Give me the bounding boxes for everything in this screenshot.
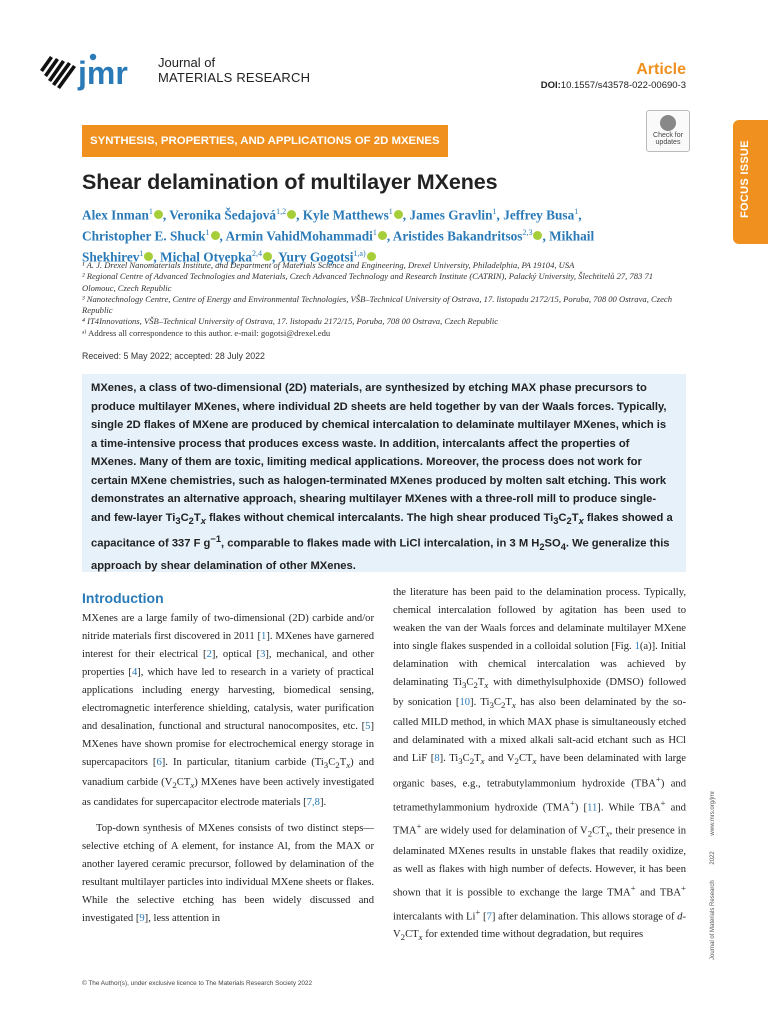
author-affil-sup: 1 (148, 207, 153, 216)
orcid-icon[interactable] (378, 231, 387, 240)
orcid-icon[interactable] (211, 231, 220, 240)
author-name[interactable]: Jeffrey Busa (503, 207, 575, 223)
author-name[interactable]: Veronika Šedajová (169, 207, 277, 223)
doi-value[interactable]: 10.1557/s43578-022-00690-3 (560, 80, 686, 91)
side-url[interactable]: www.mrs.org/jmr (710, 790, 716, 836)
received-dates: Received: 5 May 2022; accepted: 28 July 2022 (82, 351, 265, 361)
body-paragraph: Top-down synthesis of MXenes consists of two distinct steps—selective etching of A element, for instance Al, from the MAX or another layered ceramic precursor, followed by delamination of the resultant multilayer particles into individual MXene sheets or flakes. While the selective etching has been widely discussed and investigated [9], less attention in (82, 823, 374, 925)
doi-label: DOI: (540, 80, 561, 91)
body-column-left (82, 610, 374, 928)
author-affil-sup: 2,3 (522, 227, 533, 237)
author-affil-sup: 1 (139, 248, 144, 258)
author-affil-sup: 1,2 (276, 207, 287, 216)
journal-name-line2: MATERIALS RESEARCH (158, 70, 311, 85)
side-year: 2022 (710, 851, 716, 865)
orcid-icon[interactable] (533, 231, 542, 240)
affiliation-line: ² Regional Centre of Advanced Technologies and Materials, Czech Advanced Technology and Research Institute (CATRIN), Palacký University, Šlechtitelů 27, 783 71 Olomouc, Czech Republic (82, 271, 654, 293)
author-name[interactable]: Aristides Bakandritsos (392, 228, 523, 244)
author-name[interactable]: Kyle Matthews (302, 207, 389, 223)
body-column-right (393, 584, 686, 946)
citation-link[interactable]: 7 (486, 911, 492, 923)
check-for-updates-button[interactable] (646, 110, 690, 152)
jmr-logo (38, 48, 158, 98)
author-name[interactable]: James Gravlin (409, 207, 493, 223)
affiliation-line: ¹ A. J. Drexel Nanomaterials Institute, and Department of Materials Science and Engineering, Drexel University, Philadelphia, PA 19104, USA (82, 260, 575, 270)
author-affil-sup: 1 (492, 207, 497, 216)
author-affil-sup: 1 (574, 207, 579, 216)
citation-link[interactable]: 5 (365, 721, 371, 732)
check-updates-line2: updates (655, 139, 681, 146)
journal-name-line1: Journal of (158, 55, 216, 70)
bookmark-icon (660, 115, 676, 131)
author-affil-sup: 2,4 (252, 248, 263, 258)
check-updates-line1: Check for (653, 132, 683, 139)
author-affil-sup: 1,a) (353, 248, 366, 258)
citation-link[interactable]: 10 (459, 697, 471, 709)
logo-text: jmr (78, 55, 128, 91)
author-name[interactable]: Armin VahidMohammadi (225, 228, 373, 244)
author-name[interactable]: Michal Otyepka (160, 249, 253, 265)
author-affil-sup: 1 (388, 207, 393, 216)
citation-link[interactable]: 4 (131, 667, 138, 678)
orcid-icon[interactable] (394, 210, 403, 219)
copyright-footer: © The Author(s), under exclusive licence to The Materials Research Society 2022 (82, 980, 313, 987)
affiliations (82, 260, 682, 339)
citation-link[interactable]: 11 (587, 802, 598, 814)
author-name[interactable]: Mikhail Shekhirev (82, 228, 595, 265)
citation-link[interactable]: 7,8 (306, 797, 320, 809)
citation-link[interactable]: 3 (260, 649, 266, 660)
author-list: Alex Inman$^1$ , Veronika Šedajová$^{1,2}$ , Kyle Matthews$^1$ , James Gravlin$^1$, Jeffrey Busa$^1$, Christopher E. Shuck$^1$ , Armin VahidMohammadi$^1$ , Aristides Bakandritsos$^{2,3}$ , Mikhail Shekhirev$^1$ , Michal Otyepka$^{2,4}$ , Yury Gogotsi$^{1,a)}$ (82, 207, 595, 265)
focus-issue-label: FOCUS ISSUE (739, 140, 751, 218)
citation-link[interactable]: 8 (434, 753, 440, 765)
side-journal: Journal of Materials Research (710, 880, 716, 960)
affiliation-line: ⁴ IT4Innovations, VŠB–Technical University of Ostrava, 17. listopadu 2172/15, Poruba, 708 00 Ostrava, Czech Republic (82, 316, 499, 327)
orcid-icon[interactable] (154, 210, 163, 219)
focus-issue-tab[interactable] (733, 120, 768, 244)
author-name[interactable]: Alex Inman (82, 207, 149, 223)
orcid-icon[interactable] (287, 210, 296, 219)
citation-link[interactable]: 6 (156, 757, 162, 768)
author-name[interactable]: Christopher E. Shuck (82, 228, 206, 244)
author-name[interactable]: Yury Gogotsi (278, 249, 354, 265)
paper-title: Shear delamination of multilayer MXenes (82, 170, 498, 194)
citation-link[interactable]: 2 (206, 649, 212, 660)
abstract-text: MXenes, a class of two-dimensional (2D) materials, are synthesized by etching MAX phase precursors to produce multilayer MXenes, where individual 2D sheets are held together by van der Waals forces. Typically, single 2D flakes of MXene are produced by chemical intercalation to delaminate multilayer MXenes, which is a time-intensive process that produces excess waste. In addition, intercalants affect the properties of MXenes. Many of them are toxic, limiting medical applications. Moreover, the process does not work for certain MXene chemistries, such as halogen-terminated MXenes produced by molten salt etching. This work demonstrates an alternative approach, shearing multilayer MXenes with a three-roll mill to produce single- and few-layer $Ti_3C_2T_x$ flakes without chemical intercalants. The high shear produced $Ti_3C_2T_x$ flakes showed a capacitance of 337 F $g^{-1}$, comparable to flakes made with LiCl intercalation, in 3 M $H_2SO_4$. We generalize this approach by shear delamination of other MXenes. (91, 382, 673, 572)
author-affil-sup: 1 (372, 227, 377, 237)
body-paragraph: the literature has been paid to the delamination process. Typically, chemical intercalation followed by agitation has been used to weaken the van der Waals forces and delaminate multilayer MXene into single flakes suspended in a colloidal solution [Fig. 1(a)]. Initial delamination with chemical intercalation was achieved by delaminating $Ti_3C_2T_x$ with dimethylsulphoxide (DMSO) followed by sonication [10]. $Ti_3C_2T_x$ has also been delaminated by the so-called MILD method, in which MAX phase is simultaneously etched and delaminated with a mixed alkali salt-acid etchant such as HCl and LiF [8]. $Ti_3C_2T_x$ and $V_2CT_x$ have been delaminated with large organic bases, e.g., tetrabutylammonium hydroxide (TBA+) and tetramethylammonium hydroxide (TMA+) [11]. While TBA+ and TMA+ are widely used for delamination of $V_2CT_x$, their presence in delaminated MXenes results in unstable flakes that readily oxidize, as well as flakes with high number of defects. However, it has been shown that it is possible to exchange the large TMA+ and TBA+ intercalants with Li+ [7] after delamination. This allows storage of $d-V_2CT_x$ for extended time without degradation, but requires (393, 587, 686, 943)
affiliation-line: ³ Nanotechnology Centre, Centre of Energy and Environmental Technologies, VŠB–Technical University of Ostrava, 17. listopadu 2172/15, Poruba, 708 00 Ostrava, Czech Republic (82, 293, 672, 316)
body-paragraph: MXenes are a large family of two-dimensional (2D) carbide and/or nitride materials first discovered in 2011 [1]. MXenes have garnered interest for their electrical [2], optical [3], mechanical, and other properties [4], which have led to research in a variety of practical applications including energy harvesting, biomedical sensing, electromagnetic interference shielding, catalysis, water purification and desalination, functional and structural nanocomposites, etc. [5] MXenes have shown promise for electrochemical energy storage in supercapacitors [6]. In particular, titanium carbide $(Ti_3C_2T_x)$ and vanadium carbide $(V_2CT_x)$ MXenes have been actively investigated as candidates for supercapacitor electrode materials [7,8]. (82, 613, 374, 809)
side-running-text (710, 777, 716, 960)
doi[interactable] (541, 80, 686, 91)
affiliation-line: ᵃ⁾ Address all correspondence to this author. e-mail: gogotsi@drexel.edu (82, 327, 331, 338)
section-banner: SYNTHESIS, PROPERTIES, AND APPLICATIONS OF 2D MXENES (82, 125, 448, 157)
journal-name (158, 56, 310, 85)
section-heading-introduction: Introduction (82, 590, 164, 606)
citation-link[interactable]: 9 (139, 913, 145, 925)
citation-link[interactable]: 1 (634, 641, 640, 652)
citation-link[interactable]: 1 (261, 631, 267, 642)
author-affil-sup: 1 (205, 227, 210, 237)
article-type: Article (636, 61, 686, 78)
